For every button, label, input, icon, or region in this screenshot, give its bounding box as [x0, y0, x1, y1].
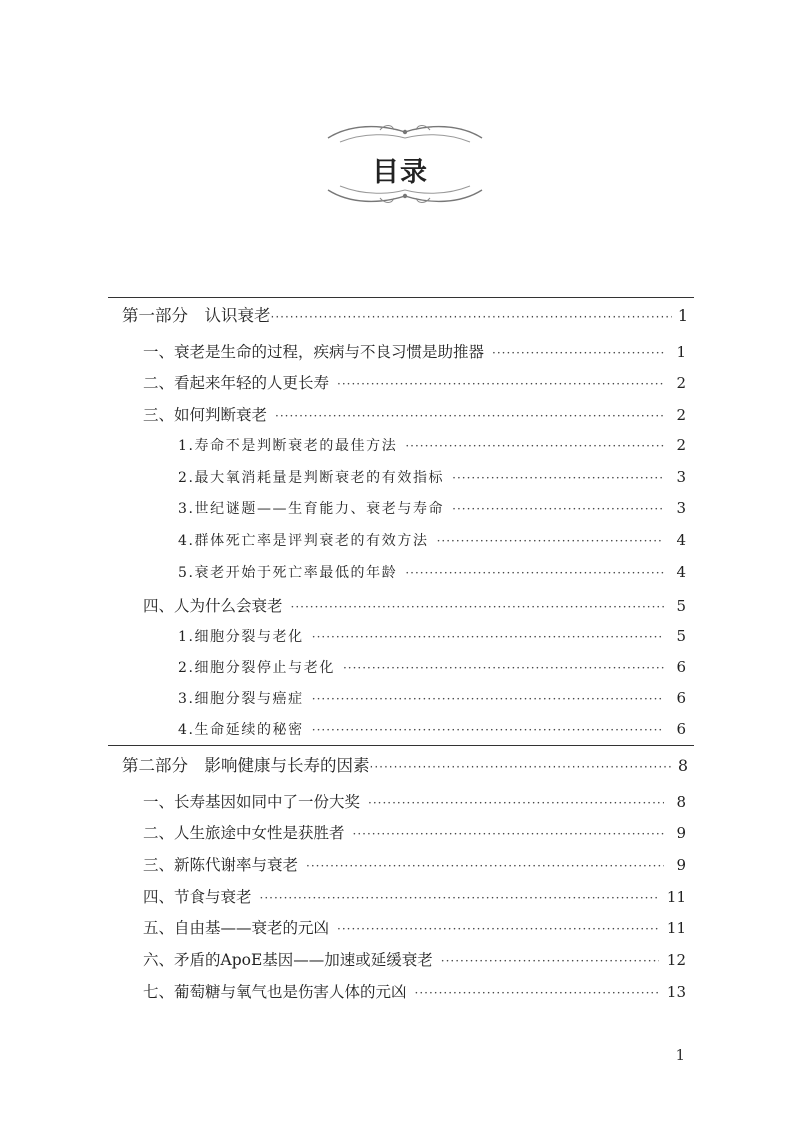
toc-part2-rule [108, 745, 694, 746]
toc-section[interactable]: 一、长寿基因如同中了一份大奖 ····· 8 [143, 790, 686, 812]
toc-subsection[interactable]: 3.世纪谜题——生育能力、衰老与寿命 ····· 3 [178, 498, 686, 518]
toc-subsection[interactable]: 4.群体死亡率是评判衰老的有效方法 ····· 4 [178, 530, 686, 550]
toc-section[interactable]: 七、葡萄糖与氧气也是伤害人体的元凶 ····· 13 [143, 980, 686, 1002]
toc-section[interactable]: 四、人为什么会衰老 ····· 5 [143, 594, 686, 616]
toc-subsection[interactable]: 2.细胞分裂停止与老化 ····· 6 [178, 657, 686, 677]
toc-subsection[interactable]: 1.寿命不是判断衰老的最佳方法 ····· 2 [178, 435, 686, 455]
toc-section[interactable]: 一、衰老是生命的过程，疾病与不良习惯是助推器 ····· 1 [143, 340, 686, 362]
toc-subsection[interactable]: 4.生命延续的秘密 ····· 6 [178, 719, 686, 739]
ornament-bottom-icon [320, 180, 490, 210]
toc-subsection[interactable]: 1.细胞分裂与老化 ····· 5 [178, 626, 686, 646]
toc-section[interactable]: 三、新陈代谢率与衰老 ····· 9 [143, 853, 686, 875]
toc-section[interactable]: 三、如何判断衰老 ····· 2 [143, 403, 686, 425]
page-number: 1 [675, 1046, 685, 1064]
toc-section[interactable]: 五、自由基——衰老的元凶 ····· 11 [143, 916, 686, 938]
toc-top-rule [108, 297, 694, 298]
toc-section[interactable]: 六、矛盾的ApoE基因——加速或延缓衰老 ····· 12 [143, 948, 686, 970]
toc-part[interactable]: 第二部分 影响健康与长寿的因素 ····· 8 [122, 752, 688, 776]
toc-subsection[interactable]: 3.细胞分裂与癌症 ····· 6 [178, 688, 686, 708]
toc-part[interactable]: 第一部分 认识衰老 ····· 1 [122, 302, 688, 326]
toc-subsection[interactable]: 2.最大氧消耗量是判断衰老的有效指标 ····· 3 [178, 467, 686, 487]
toc-subsection[interactable]: 5.衰老开始于死亡率最低的年龄 ····· 4 [178, 562, 686, 582]
page-title: 目录 [372, 157, 428, 188]
toc-section[interactable]: 二、看起来年轻的人更长寿 ····· 2 [143, 371, 686, 393]
ornament-top-icon [320, 118, 490, 148]
toc-section[interactable]: 二、人生旅途中女性是获胜者 ····· 9 [143, 821, 686, 843]
toc-section[interactable]: 四、节食与衰老 ····· 11 [143, 885, 686, 907]
